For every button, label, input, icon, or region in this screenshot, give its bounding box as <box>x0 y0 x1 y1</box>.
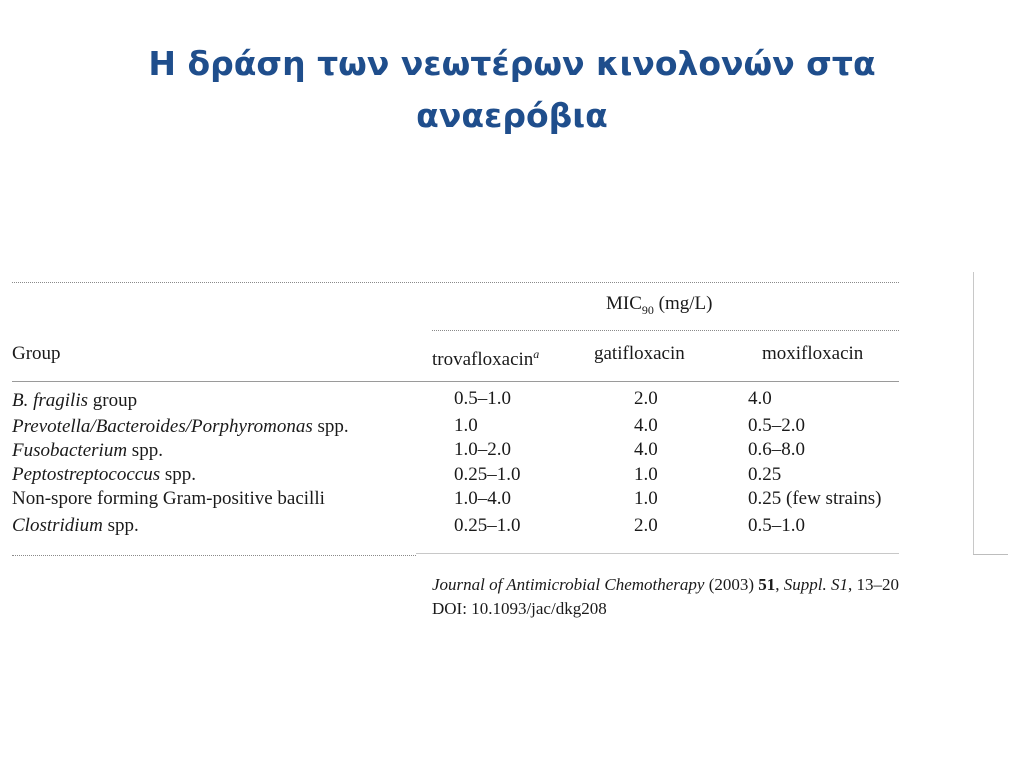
row-group: B. fragilis group <box>12 390 138 411</box>
right-frame-line <box>973 272 974 555</box>
value-gatifloxacin: 4.0 <box>634 439 658 460</box>
table-bottom-rule <box>12 555 416 556</box>
group-header: Group <box>12 343 61 364</box>
value-moxifloxacin: 0.5–2.0 <box>748 415 805 436</box>
value-trovafloxacin: 0.25–1.0 <box>454 464 521 485</box>
value-moxifloxacin: 0.25 <box>748 464 782 485</box>
slide-title <box>0 38 1024 142</box>
citation-journal: Journal of Antimicrobial Chemotherapy (2003) 51, Suppl. S1, 13–20 <box>432 575 900 594</box>
value-gatifloxacin: 1.0 <box>634 488 658 509</box>
row-group: Clostridium spp. <box>12 515 139 536</box>
row-group: Non-spore forming Gram-positive bacilli <box>12 488 325 509</box>
value-moxifloxacin: 0.25 (few strains) <box>748 488 882 509</box>
header-bottom-rule <box>12 381 899 382</box>
col-header-moxifloxacin: moxifloxacin <box>762 343 864 364</box>
citation-doi: DOI: 10.1093/jac/dkg208 <box>432 599 607 618</box>
title-line-2: αναερόβια <box>416 96 608 135</box>
value-moxifloxacin: 0.6–8.0 <box>748 439 805 460</box>
table-bottom-rule-right <box>416 553 899 554</box>
value-gatifloxacin: 4.0 <box>634 415 658 436</box>
row-group: Prevotella/Bacteroides/Porphyromonas spp. <box>12 416 349 437</box>
value-moxifloxacin: 4.0 <box>748 388 772 409</box>
value-gatifloxacin: 2.0 <box>634 515 658 536</box>
mic-header-rule <box>432 330 899 331</box>
table-top-rule <box>12 282 899 283</box>
value-trovafloxacin: 1.0 <box>454 415 478 436</box>
value-trovafloxacin: 0.25–1.0 <box>454 515 521 536</box>
col-header-trovafloxacin: trovafloxacin$^a$ <box>432 347 540 370</box>
value-gatifloxacin: 2.0 <box>634 388 658 409</box>
value-gatifloxacin: 1.0 <box>634 464 658 485</box>
value-trovafloxacin: 1.0–4.0 <box>454 488 511 509</box>
value-trovafloxacin: 1.0–2.0 <box>454 439 511 460</box>
right-frame-bottom <box>973 554 1008 555</box>
value-moxifloxacin: 0.5–1.0 <box>748 515 805 536</box>
col-header-gatifloxacin: gatifloxacin <box>594 343 685 364</box>
mic-header: $MIC_{90}$ (mg/L) <box>606 293 713 317</box>
row-group: Fusobacterium spp. <box>12 440 163 461</box>
title-line-1: Η δράση των νεωτέρων κινολονών στα <box>148 44 876 83</box>
value-trovafloxacin: 0.5–1.0 <box>454 388 511 409</box>
row-group: Peptostreptococcus spp. <box>12 464 196 485</box>
